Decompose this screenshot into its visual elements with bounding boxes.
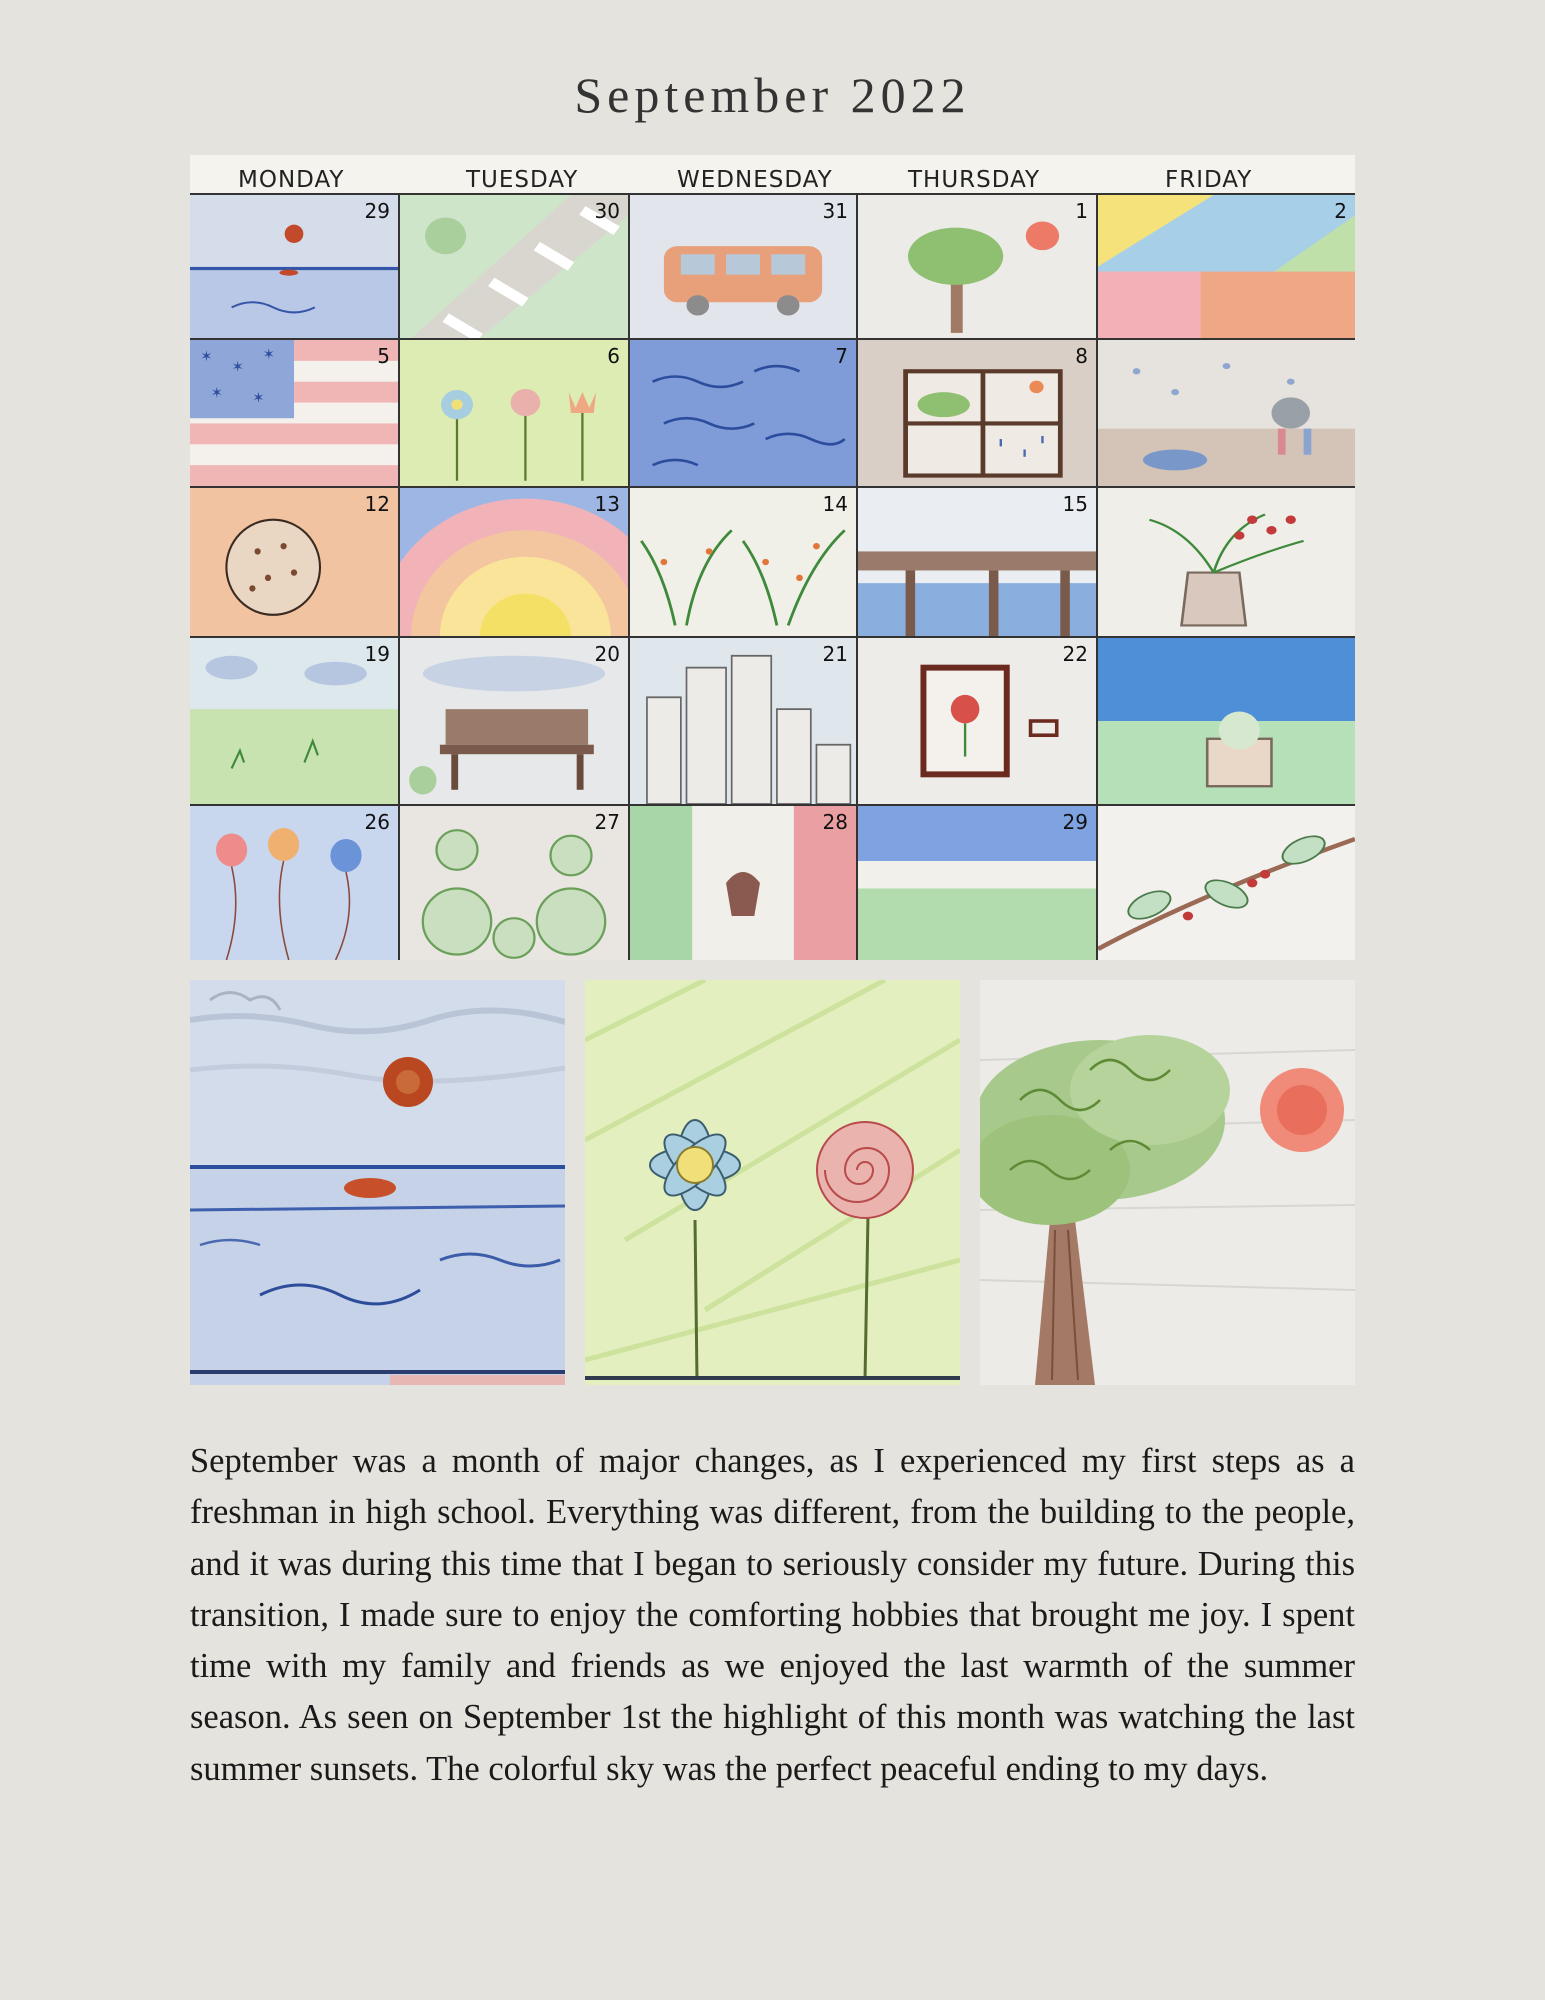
day-number: 21 — [822, 642, 848, 666]
day-number: 30 — [594, 199, 620, 223]
calendar-day-cell — [400, 195, 630, 340]
day-number: 7 — [835, 344, 848, 368]
calendar-day-cell — [1098, 340, 1355, 488]
calendar-day-cell — [858, 195, 1098, 340]
page-title: September 2022 — [574, 67, 971, 123]
day-number: 14 — [822, 492, 848, 516]
drawing-window-rain — [858, 340, 1096, 486]
drawing-color-blocks — [1098, 195, 1355, 338]
zoom-tree-sun — [980, 980, 1355, 1385]
calendar-day-cell — [630, 488, 858, 638]
weekday-thursday: THURSDAY — [908, 167, 1041, 193]
svg-text:✶: ✶ — [231, 359, 244, 376]
day-number: 27 — [594, 810, 620, 834]
zoom-flowers — [585, 980, 960, 1385]
calendar-day-cell — [630, 806, 858, 960]
weekday-wednesday: WEDNESDAY — [677, 167, 833, 193]
drawing-branch-berries — [1098, 806, 1355, 960]
day-number: 29 — [364, 199, 390, 223]
day-number: 6 — [607, 344, 620, 368]
day-number: 22 — [1062, 642, 1088, 666]
svg-text:✶: ✶ — [262, 346, 276, 363]
day-number: 20 — [594, 642, 620, 666]
calendar-day-cell — [190, 806, 400, 960]
calendar-day-cell — [858, 488, 1098, 638]
drawing-flag — [190, 340, 398, 486]
calendar-day-cell — [630, 340, 858, 488]
drawing-sky-field — [858, 806, 1096, 960]
calendar-day-cell — [1098, 806, 1355, 960]
day-number: 5 — [377, 344, 390, 368]
calendar-day-cell — [630, 195, 858, 340]
day-number: 12 — [364, 492, 390, 516]
calendar-day-cell — [400, 488, 630, 638]
drawing-flowers — [400, 340, 628, 486]
weekday-monday: MONDAY — [238, 167, 345, 193]
calendar-day-cell — [1098, 488, 1355, 638]
day-number: 29 — [1062, 810, 1088, 834]
day-number: 1 — [1075, 199, 1088, 223]
day-number: 28 — [822, 810, 848, 834]
drawing-water — [630, 340, 856, 486]
calendar-day-cell — [400, 806, 630, 960]
svg-text:✶: ✶ — [210, 385, 224, 402]
calendar-day-cell — [190, 488, 400, 638]
calendar-day-cell — [858, 806, 1098, 960]
calendar-day-cell — [400, 638, 630, 806]
calendar-day-cell — [190, 340, 400, 488]
zoom-sunset-water — [190, 980, 565, 1385]
calendar-day-cell — [190, 195, 400, 340]
drawing-pier — [858, 488, 1096, 636]
day-number: 8 — [1075, 344, 1088, 368]
drawing-ice-cream — [1098, 638, 1355, 804]
calendar-day-cell — [400, 340, 630, 488]
day-number: 31 — [822, 199, 848, 223]
drawing-rainy-people — [1098, 340, 1355, 486]
svg-text:✶: ✶ — [252, 390, 265, 407]
calendar-day-cell — [630, 638, 858, 806]
day-number: 26 — [364, 810, 390, 834]
day-number: 15 — [1062, 492, 1088, 516]
day-number: 2 — [1334, 199, 1347, 223]
svg-text:✶: ✶ — [200, 348, 213, 365]
calendar-day-cell — [858, 638, 1098, 806]
calendar-day-cell — [858, 340, 1098, 488]
calendar-grid — [190, 193, 1355, 960]
weekday-friday: FRIDAY — [1165, 167, 1253, 193]
weekday-tuesday: TUESDAY — [466, 167, 579, 193]
weekday-header — [190, 155, 1355, 195]
day-number: 13 — [594, 492, 620, 516]
calendar-day-cell — [190, 638, 400, 806]
calendar-day-cell — [1098, 195, 1355, 340]
calendar-drawing — [190, 155, 1355, 960]
drawing-picture-frame — [858, 638, 1096, 804]
day-number: 19 — [364, 642, 390, 666]
calendar-day-cell — [1098, 638, 1355, 806]
drawing-tree-sun — [858, 195, 1096, 338]
drawing-vase — [1098, 488, 1355, 636]
reflection-paragraph: September was a month of major changes, as I experienced my first steps as a freshman in high school. Everything was different, from the building to the people, and it was during this time that I began to seriously consider my future. During this transition, I made sure to enjoy the comforting hobbies that brought me joy. I spent time with my family and friends as we enjoyed the last warmth of the summer season. As seen on September 1st the highlight of this month was watching the last summer sunsets. The colorful sky was the perfect peaceful ending to my days. — [190, 1442, 1355, 1788]
